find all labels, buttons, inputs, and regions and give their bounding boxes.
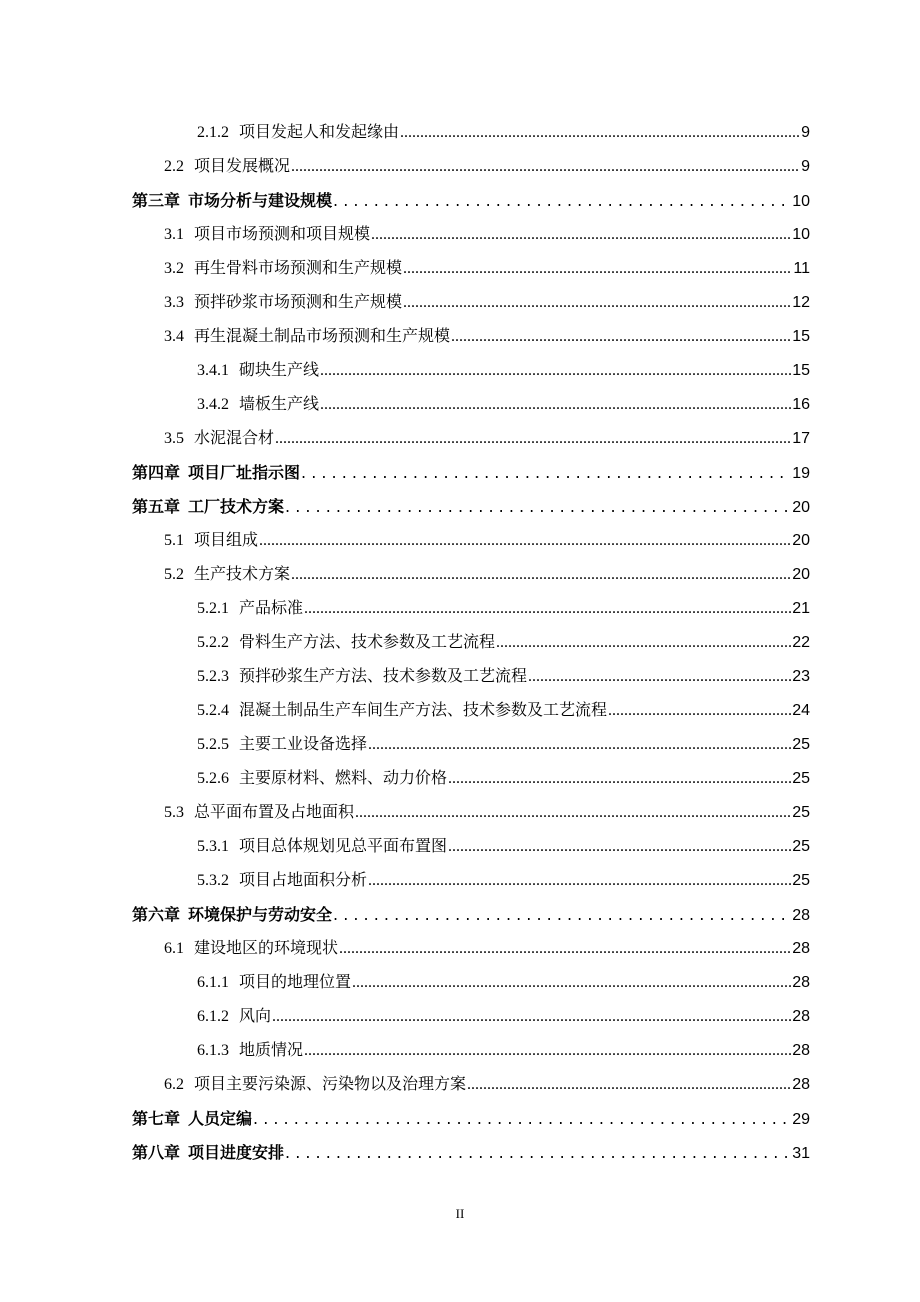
toc-entry-title: 预拌砂浆市场预测和生产规模 [194, 294, 403, 311]
toc-entry-number: 5.2 [164, 566, 184, 583]
toc-entry-subsection[interactable] [0, 592, 920, 626]
toc-entry-title: 项目发起人和发起缘由 [239, 124, 400, 141]
toc-entry-page: 16 [792, 396, 810, 413]
toc-entry-section[interactable] [0, 1068, 920, 1102]
toc-entry-title: 水泥混合材 [194, 430, 275, 447]
toc-entry-number: 5.3.1 [197, 838, 229, 855]
dot-leader [371, 218, 791, 252]
toc-entry-subsection[interactable] [0, 762, 920, 796]
toc-entry-page: 20 [792, 532, 810, 549]
toc-entry-subsection[interactable] [0, 830, 920, 864]
toc-entry-page: 23 [792, 668, 810, 685]
toc-entry-title: 总平面布置及占地面积 [194, 804, 355, 821]
toc-entry-number: 3.5 [164, 430, 184, 447]
dot-leader [528, 660, 791, 694]
dot-leader [259, 524, 791, 558]
toc-entry-number: 5.2.2 [197, 634, 229, 651]
toc-entry-number: 3.4.1 [197, 362, 229, 379]
toc-entry-page: 28 [792, 1076, 810, 1093]
toc-entry-subsection[interactable] [0, 388, 920, 422]
toc-entry-page: 21 [792, 600, 810, 617]
toc-entry-title: 再生混凝土制品市场预测和生产规模 [194, 328, 451, 345]
toc-entry-title: 人员定编 [188, 1109, 253, 1128]
toc-entry-title: 项目占地面积分析 [239, 872, 368, 889]
toc-entry-number: 5.2.6 [197, 770, 229, 787]
toc-entry-page: 11 [793, 260, 810, 277]
toc-entry-number: 5.2.1 [197, 600, 229, 617]
toc-entry-subsection[interactable] [0, 354, 920, 388]
toc-entry-chapter[interactable] [0, 184, 920, 218]
dot-leader [333, 184, 791, 218]
toc-entry-subsection[interactable] [0, 1034, 920, 1068]
toc-entry-number: 3.3 [164, 294, 184, 311]
toc-entry-number: 3.1 [164, 226, 184, 243]
toc-entry-number: 2.1.2 [197, 124, 229, 141]
toc-entry-title: 项目总体规划见总平面布置图 [239, 838, 448, 855]
dot-leader [272, 1000, 791, 1034]
toc-entry-title: 预拌砂浆生产方法、技术参数及工艺流程 [239, 668, 528, 685]
toc-entry-page: 25 [792, 736, 810, 753]
toc-entry-page: 28 [792, 974, 810, 991]
toc-entry-chapter[interactable] [0, 1136, 920, 1170]
dot-leader [496, 626, 791, 660]
toc-entry-title: 项目厂址指示图 [188, 463, 301, 482]
dot-leader [320, 388, 791, 422]
toc-entry-page: 12 [792, 294, 810, 311]
toc-entry-number: 第八章 [132, 1143, 181, 1162]
toc-entry-number: 第五章 [132, 497, 181, 516]
dot-leader [403, 252, 792, 286]
toc-entry-title: 混凝土制品生产车间生产方法、技术参数及工艺流程 [239, 702, 608, 719]
toc-entry-subsection[interactable] [0, 864, 920, 898]
toc-entry-title: 项目进度安排 [188, 1143, 285, 1162]
dot-leader [285, 490, 791, 524]
toc-entry-title: 生产技术方案 [194, 566, 291, 583]
toc-entry-page: 9 [801, 124, 810, 141]
table-of-contents [0, 116, 920, 1170]
toc-entry-page: 22 [792, 634, 810, 651]
toc-entry-page: 25 [792, 872, 810, 889]
toc-entry-number: 5.1 [164, 532, 184, 549]
toc-entry-number: 5.2.4 [197, 702, 229, 719]
toc-entry-number: 5.3.2 [197, 872, 229, 889]
toc-entry-title: 再生骨料市场预测和生产规模 [194, 260, 403, 277]
toc-entry-title: 市场分析与建设规模 [188, 191, 333, 210]
dot-leader [291, 150, 800, 184]
toc-entry-title: 骨料生产方法、技术参数及工艺流程 [239, 634, 496, 651]
dot-leader [400, 116, 800, 150]
toc-entry-section[interactable] [0, 218, 920, 252]
dot-leader [448, 830, 791, 864]
toc-entry-subsection[interactable] [0, 966, 920, 1000]
toc-entry-section[interactable] [0, 150, 920, 184]
toc-entry-title: 风向 [239, 1008, 272, 1025]
toc-entry-page: 29 [792, 1111, 810, 1128]
toc-entry-page: 10 [792, 226, 810, 243]
dot-leader [275, 422, 791, 456]
toc-entry-number: 6.1.2 [197, 1008, 229, 1025]
toc-entry-number: 6.1 [164, 940, 184, 957]
toc-entry-page: 28 [792, 907, 810, 924]
dot-leader [608, 694, 791, 728]
dot-leader [301, 456, 791, 490]
toc-entry-page: 15 [792, 328, 810, 345]
toc-entry-number: 3.4 [164, 328, 184, 345]
dot-leader [291, 558, 791, 592]
toc-entry-page: 25 [792, 838, 810, 855]
dot-leader [304, 592, 791, 626]
toc-entry-section[interactable] [0, 252, 920, 286]
toc-entry-page: 20 [792, 566, 810, 583]
toc-entry-subsection[interactable] [0, 626, 920, 660]
toc-entry-title: 环境保护与劳动安全 [188, 905, 333, 924]
toc-entry-number: 第三章 [132, 191, 181, 210]
dot-leader [320, 354, 791, 388]
toc-entry-number: 3.4.2 [197, 396, 229, 413]
toc-entry-title: 工厂技术方案 [188, 497, 285, 516]
toc-entry-page: 17 [792, 430, 810, 447]
toc-entry-subsection[interactable] [0, 660, 920, 694]
toc-entry-section[interactable] [0, 524, 920, 558]
toc-entry-number: 5.2.3 [197, 668, 229, 685]
toc-entry-page: 24 [792, 702, 810, 719]
dot-leader [368, 864, 791, 898]
toc-entry-subsection[interactable] [0, 728, 920, 762]
dot-leader [339, 932, 791, 966]
toc-entry-section[interactable] [0, 422, 920, 456]
toc-entry-page: 28 [792, 1008, 810, 1025]
dot-leader [333, 898, 791, 932]
toc-entry-number: 6.2 [164, 1076, 184, 1093]
toc-entry-number: 2.2 [164, 158, 184, 175]
toc-entry-section[interactable] [0, 796, 920, 830]
dot-leader [368, 728, 791, 762]
dot-leader [352, 966, 791, 1000]
toc-entry-section[interactable] [0, 558, 920, 592]
toc-entry-page: 28 [792, 1042, 810, 1059]
toc-entry-number: 6.1.3 [197, 1042, 229, 1059]
toc-entry-chapter[interactable] [0, 490, 920, 524]
toc-entry-subsection[interactable] [0, 116, 920, 150]
dot-leader [253, 1102, 791, 1136]
toc-entry-section[interactable] [0, 932, 920, 966]
toc-entry-page: 28 [792, 940, 810, 957]
toc-entry-number: 第七章 [132, 1109, 181, 1128]
toc-entry-page: 9 [801, 158, 810, 175]
toc-entry-title: 主要工业设备选择 [239, 736, 368, 753]
toc-entry-number: 5.3 [164, 804, 184, 821]
dot-leader [403, 286, 791, 320]
toc-entry-number: 第六章 [132, 905, 181, 924]
toc-entry-section[interactable] [0, 286, 920, 320]
toc-entry-title: 主要原材料、燃料、动力价格 [239, 770, 448, 787]
toc-entry-chapter[interactable] [0, 456, 920, 490]
toc-entry-page: 25 [792, 770, 810, 787]
toc-entry-title: 墙板生产线 [239, 396, 320, 413]
toc-entry-number: 3.2 [164, 260, 184, 277]
dot-leader [448, 762, 791, 796]
toc-entry-page: 31 [792, 1145, 810, 1162]
toc-entry-number: 第四章 [132, 463, 181, 482]
toc-entry-chapter[interactable] [0, 1102, 920, 1136]
dot-leader [467, 1068, 791, 1102]
toc-entry-title: 项目组成 [194, 532, 259, 549]
toc-entry-title: 砌块生产线 [239, 362, 320, 379]
toc-entry-number: 6.1.1 [197, 974, 229, 991]
toc-entry-title: 项目主要污染源、污染物以及治理方案 [194, 1076, 467, 1093]
dot-leader [304, 1034, 791, 1068]
toc-entry-chapter[interactable] [0, 898, 920, 932]
toc-entry-page: 20 [792, 499, 810, 516]
toc-entry-title: 项目发展概况 [194, 158, 291, 175]
dot-leader [451, 320, 791, 354]
toc-entry-title: 建设地区的环境现状 [194, 940, 339, 957]
page-number: II [455, 1206, 465, 1221]
toc-entry-title: 产品标准 [239, 600, 304, 617]
toc-entry-page: 15 [792, 362, 810, 379]
toc-entry-page: 25 [792, 804, 810, 821]
toc-entry-page: 10 [792, 193, 810, 210]
toc-entry-section[interactable] [0, 320, 920, 354]
toc-entry-subsection[interactable] [0, 1000, 920, 1034]
toc-entry-page: 19 [792, 465, 810, 482]
toc-entry-number: 5.2.5 [197, 736, 229, 753]
toc-entry-subsection[interactable] [0, 694, 920, 728]
toc-entry-title: 地质情况 [239, 1042, 304, 1059]
dot-leader [355, 796, 791, 830]
toc-entry-title: 项目的地理位置 [239, 974, 352, 991]
toc-entry-title: 项目市场预测和项目规模 [194, 226, 371, 243]
dot-leader [285, 1136, 791, 1170]
